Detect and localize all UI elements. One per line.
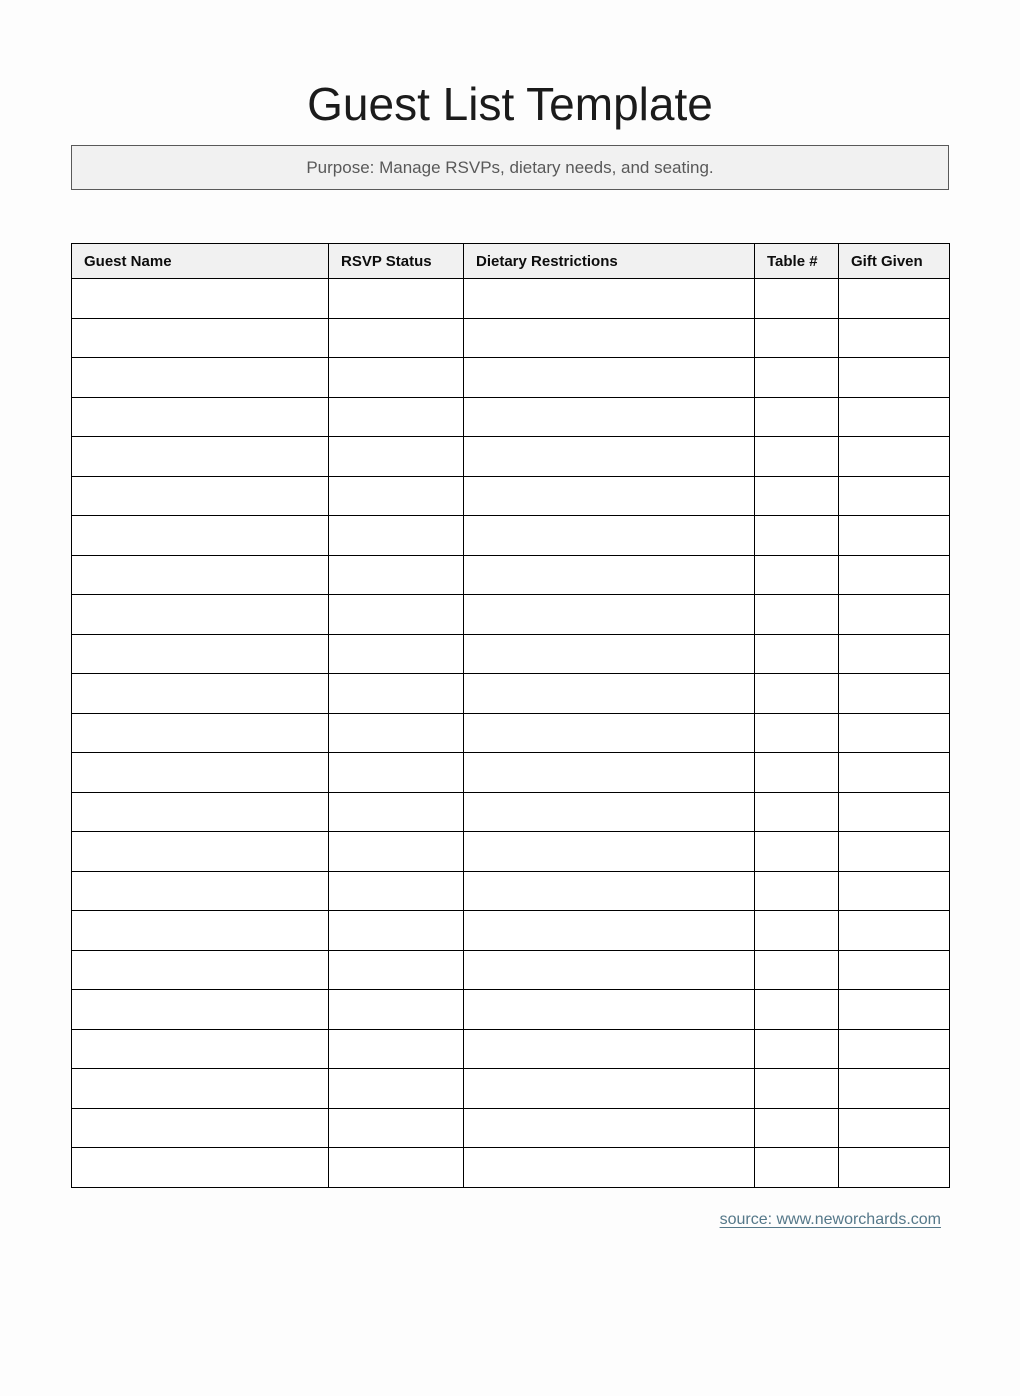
table-cell (464, 358, 755, 398)
table-cell (329, 753, 464, 793)
table-cell (464, 871, 755, 911)
table-header-row (72, 244, 950, 279)
table-cell (464, 713, 755, 753)
column-header-guest-name: Guest Name (72, 244, 329, 279)
table-row (72, 950, 950, 990)
table-row (72, 753, 950, 793)
table-cell (72, 1108, 329, 1148)
table-row (72, 437, 950, 477)
table-cell (839, 555, 950, 595)
table-cell (839, 358, 950, 398)
table-row (72, 1108, 950, 1148)
purpose-banner (71, 145, 949, 190)
table-row (72, 713, 950, 753)
table-cell (839, 1069, 950, 1109)
table-cell (329, 1029, 464, 1069)
table-cell (839, 634, 950, 674)
document-page (0, 76, 1020, 1396)
table-cell (839, 792, 950, 832)
table-cell (755, 753, 839, 793)
table-cell (755, 634, 839, 674)
table-row (72, 555, 950, 595)
table-cell (464, 476, 755, 516)
column-header-dietary-restrictions: Dietary Restrictions (464, 244, 755, 279)
table-cell (755, 1029, 839, 1069)
table-cell (329, 911, 464, 951)
table-cell (755, 397, 839, 437)
table-cell (72, 634, 329, 674)
table-cell (464, 753, 755, 793)
table-cell (464, 1069, 755, 1109)
table-cell (755, 1069, 839, 1109)
column-header-gift-given: Gift Given (839, 244, 950, 279)
table-cell (329, 1148, 464, 1188)
table-cell (72, 318, 329, 358)
table-cell (839, 871, 950, 911)
table-cell (839, 476, 950, 516)
table-row (72, 832, 950, 872)
table-row (72, 516, 950, 556)
table-row (72, 397, 950, 437)
table-cell (329, 516, 464, 556)
table-cell (755, 871, 839, 911)
table-cell (755, 476, 839, 516)
table-cell (755, 358, 839, 398)
table-cell (72, 555, 329, 595)
table-cell (72, 674, 329, 714)
table-cell (464, 279, 755, 319)
source-link[interactable]: source: www.neworchards.com (719, 1210, 941, 1228)
table-cell (839, 595, 950, 635)
table-cell (839, 1029, 950, 1069)
table-cell (755, 792, 839, 832)
table-cell (464, 1108, 755, 1148)
table-row (72, 1148, 950, 1188)
table-cell (329, 990, 464, 1030)
guest-list-table (71, 243, 950, 1188)
table-cell (72, 397, 329, 437)
table-cell (329, 358, 464, 398)
footer (71, 1211, 949, 1229)
table-cell (329, 871, 464, 911)
table-cell (72, 476, 329, 516)
table-cell (464, 437, 755, 477)
table-cell (464, 990, 755, 1030)
table-cell (839, 911, 950, 951)
table-cell (72, 990, 329, 1030)
table-cell (839, 516, 950, 556)
table-cell (839, 950, 950, 990)
table-cell (329, 832, 464, 872)
table-cell (329, 397, 464, 437)
table-cell (839, 674, 950, 714)
purpose-text: Purpose: Manage RSVPs, dietary needs, and seating. (306, 157, 714, 177)
table-row (72, 595, 950, 635)
table-cell (464, 1029, 755, 1069)
table-cell (755, 713, 839, 753)
table-cell (329, 1069, 464, 1109)
table-row (72, 1029, 950, 1069)
table-cell (329, 1108, 464, 1148)
table-cell (329, 713, 464, 753)
table-cell (329, 674, 464, 714)
table-cell (329, 318, 464, 358)
table-row (72, 792, 950, 832)
table-cell (755, 990, 839, 1030)
table-cell (839, 437, 950, 477)
table-row (72, 911, 950, 951)
table-cell (72, 753, 329, 793)
table-cell (72, 911, 329, 951)
table-row (72, 1069, 950, 1109)
table-row (72, 871, 950, 911)
table-cell (839, 318, 950, 358)
table-cell (72, 595, 329, 635)
table-cell (72, 871, 329, 911)
table-cell (755, 318, 839, 358)
table-cell (329, 634, 464, 674)
table-cell (755, 1108, 839, 1148)
table-row (72, 279, 950, 319)
table-cell (464, 555, 755, 595)
table-cell (329, 792, 464, 832)
table-cell (755, 437, 839, 477)
table-cell (839, 713, 950, 753)
table-cell (755, 279, 839, 319)
table-cell (464, 634, 755, 674)
table-row (72, 318, 950, 358)
table-cell (72, 950, 329, 990)
table-cell (755, 950, 839, 990)
table-cell (464, 950, 755, 990)
table-cell (464, 595, 755, 635)
table-cell (72, 792, 329, 832)
table-cell (464, 1148, 755, 1188)
table-cell (329, 950, 464, 990)
column-header-rsvp-status: RSVP Status (329, 244, 464, 279)
table-row (72, 476, 950, 516)
table-cell (72, 516, 329, 556)
table-cell (464, 832, 755, 872)
table-cell (755, 555, 839, 595)
table-cell (72, 358, 329, 398)
table-cell (72, 713, 329, 753)
table-cell (464, 397, 755, 437)
page-title: Guest List Template (307, 78, 713, 130)
table-cell (755, 516, 839, 556)
table-cell (839, 397, 950, 437)
table-cell (329, 595, 464, 635)
table-cell (839, 753, 950, 793)
table-cell (464, 911, 755, 951)
table-cell (329, 476, 464, 516)
table-cell (72, 1069, 329, 1109)
table-cell (755, 911, 839, 951)
table-cell (72, 279, 329, 319)
table-cell (464, 516, 755, 556)
table-cell (755, 1148, 839, 1188)
table-row (72, 358, 950, 398)
table-cell (329, 555, 464, 595)
table-cell (72, 1029, 329, 1069)
table-row (72, 674, 950, 714)
table-row (72, 990, 950, 1030)
table-cell (755, 832, 839, 872)
table-cell (839, 279, 950, 319)
table-cell (329, 437, 464, 477)
table-cell (464, 674, 755, 714)
table-cell (839, 1108, 950, 1148)
table-cell (755, 595, 839, 635)
table-row (72, 634, 950, 674)
table-cell (839, 1148, 950, 1188)
table-cell (464, 318, 755, 358)
table-cell (839, 990, 950, 1030)
table-cell (72, 832, 329, 872)
table-cell (464, 792, 755, 832)
column-header-table-number: Table # (755, 244, 839, 279)
table-cell (72, 437, 329, 477)
guest-table-container (71, 243, 949, 1188)
table-cell (72, 1148, 329, 1188)
table-cell (755, 674, 839, 714)
table-cell (329, 279, 464, 319)
table-cell (839, 832, 950, 872)
